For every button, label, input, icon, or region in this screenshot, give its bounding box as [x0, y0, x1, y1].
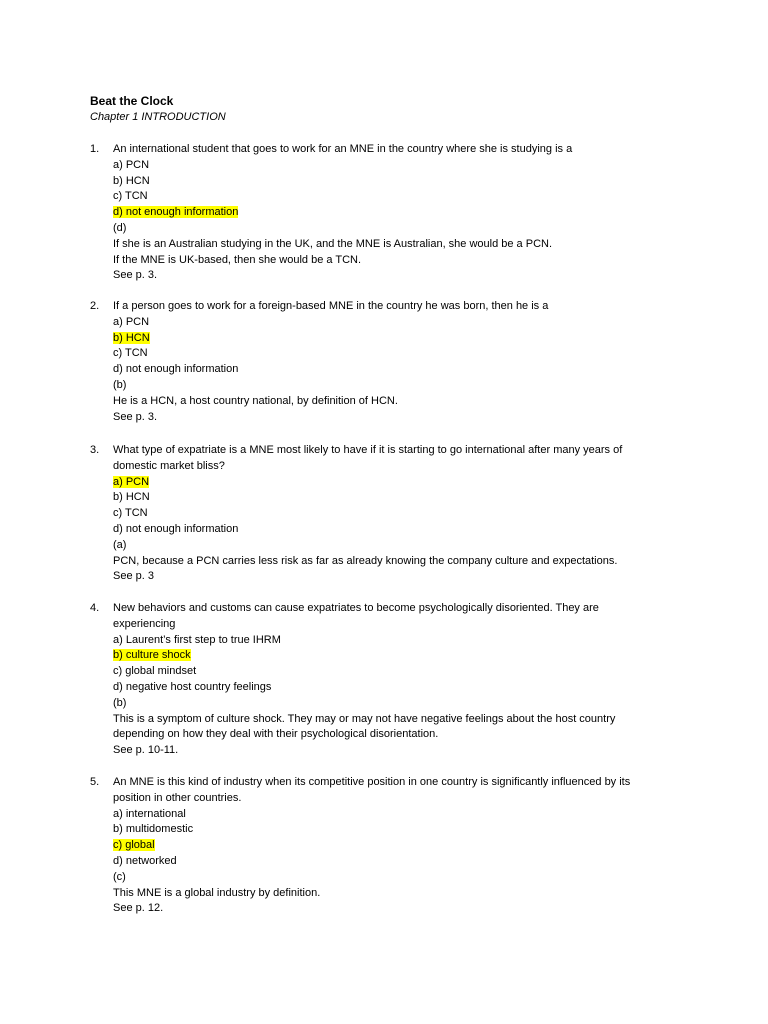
option-text: c) TCN	[113, 347, 148, 360]
answer-highlight: c) global	[113, 839, 155, 852]
question-stem: domestic market bliss?	[113, 459, 225, 472]
answer-highlight: d) not enough information	[113, 206, 239, 219]
answer-option	[113, 633, 680, 649]
option-text: c) TCN	[113, 190, 148, 203]
answer-option-correct	[113, 475, 680, 491]
question-number: 1.	[90, 143, 100, 155]
option-text: d) not enough information	[113, 522, 239, 535]
answer-option	[113, 506, 680, 522]
question-body	[113, 142, 680, 284]
answer-key: (b)	[113, 378, 127, 391]
question-stem: New behaviors and customs can cause expatriates to become psychologically disoriented. They are	[113, 602, 599, 614]
answer-option	[113, 158, 680, 174]
answer-option	[113, 854, 680, 870]
question-stem: If a person goes to work for a foreign-based MNE in the country he was born, then he is a	[113, 300, 549, 312]
question-item	[90, 299, 680, 425]
answer-option	[113, 522, 680, 538]
answer-key: (b)	[113, 696, 127, 709]
explanation-text: This MNE is a global industry by definition.	[113, 886, 321, 899]
answer-option-correct	[113, 838, 680, 854]
answer-option-correct	[113, 205, 680, 221]
option-text: a) international	[113, 807, 186, 820]
page-reference: See p. 3.	[113, 410, 158, 423]
answer-option	[113, 490, 680, 506]
explanation-text: He is a HCN, a host country national, by definition of HCN.	[113, 394, 398, 407]
answer-key: (a)	[113, 538, 127, 551]
option-text: c) global mindset	[113, 665, 197, 678]
answer-highlight: b) culture shock	[113, 649, 191, 662]
answer-highlight: b) HCN	[113, 331, 150, 344]
question-item	[90, 443, 680, 585]
answer-option	[113, 174, 680, 190]
option-text: d) not enough information	[113, 363, 239, 376]
option-text: a) PCN	[113, 158, 150, 171]
answer-highlight: a) PCN	[113, 475, 150, 488]
answer-key: (d)	[113, 221, 127, 234]
option-text: b) HCN	[113, 491, 150, 504]
question-item	[90, 601, 680, 759]
question-item	[90, 142, 680, 284]
question-stem: What type of expatriate is a MNE most likely to have if it is starting to go international after many years of	[113, 444, 623, 456]
answer-option-correct	[113, 331, 680, 347]
question-stem: An international student that goes to work for an MNE in the country where she is studying is a	[113, 143, 573, 155]
answer-option	[113, 822, 680, 838]
explanation-text: PCN, because a PCN carries less risk as far as already knowing the company culture and expectations.	[113, 554, 618, 567]
option-text: d) networked	[113, 854, 177, 867]
explanation-text: If she is an Australian studying in the UK, and the MNE is Australian, she would be a PCN.	[113, 237, 553, 250]
answer-option-correct	[113, 648, 680, 664]
question-number: 5.	[90, 776, 100, 788]
question-body	[113, 601, 680, 759]
question-stem: An MNE is this kind of industry when its competitive position in one country is significantly influenced by its	[113, 776, 631, 788]
answer-option	[113, 346, 680, 362]
question-number: 2.	[90, 300, 100, 312]
question-stem: experiencing	[113, 617, 176, 630]
question-body	[113, 443, 680, 585]
question-body	[113, 299, 680, 425]
question-item	[90, 775, 680, 917]
page-reference: See p. 12.	[113, 902, 164, 915]
option-text: a) PCN	[113, 315, 150, 328]
question-number: 3.	[90, 444, 100, 456]
page-reference: See p. 10-11.	[113, 744, 179, 757]
answer-option	[113, 189, 680, 205]
answer-option	[113, 362, 680, 378]
option-text: a) Laurent’s first step to true IHRM	[113, 633, 281, 646]
answer-option	[113, 680, 680, 696]
answer-option	[113, 807, 680, 823]
question-stem: position in other countries.	[113, 791, 242, 804]
document-title: Beat the Clock	[90, 94, 174, 108]
option-text: b) HCN	[113, 174, 150, 187]
answer-option	[113, 315, 680, 331]
page-reference: See p. 3	[113, 570, 154, 583]
answer-option	[113, 664, 680, 680]
answer-key: (c)	[113, 870, 126, 883]
explanation-text: If the MNE is UK-based, then she would be a TCN.	[113, 253, 362, 266]
option-text: c) TCN	[113, 507, 148, 520]
question-number: 4.	[90, 602, 100, 614]
option-text: d) negative host country feelings	[113, 680, 272, 693]
explanation-text: This is a symptom of culture shock. They may or may not have negative feelings about the host country	[113, 712, 616, 725]
page-reference: See p. 3.	[113, 269, 158, 282]
explanation-text: depending on how they deal with their psychological disorientation.	[113, 728, 439, 741]
question-body	[113, 775, 680, 917]
option-text: b) multidomestic	[113, 823, 194, 836]
document-subtitle: Chapter 1 INTRODUCTION	[90, 111, 226, 123]
